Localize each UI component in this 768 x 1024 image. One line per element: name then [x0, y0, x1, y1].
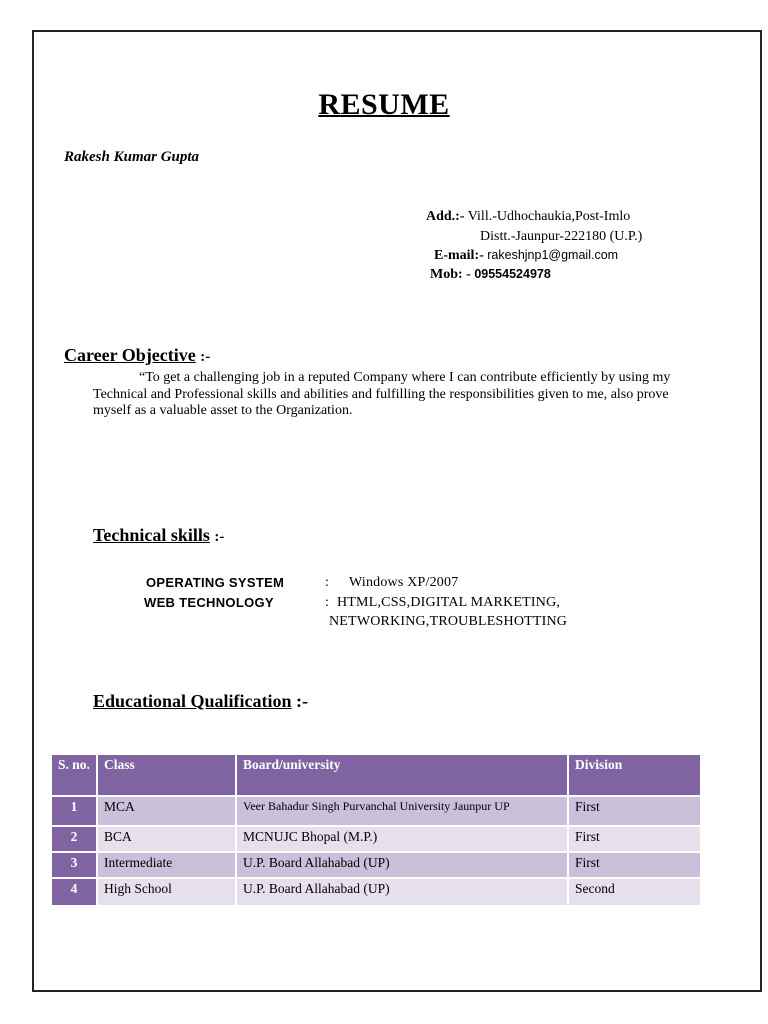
- col-header-division: Division: [569, 755, 702, 797]
- col-header-board: Board/university: [237, 755, 569, 797]
- table-row: [52, 827, 702, 853]
- cell-division: Second: [569, 879, 702, 907]
- cell-class: BCA: [98, 827, 237, 853]
- skill-name-os: OPERATING SYSTEM: [146, 575, 285, 590]
- address-label: Add.:-: [426, 209, 465, 224]
- cell-board: U.P. Board Allahabad (UP): [237, 853, 569, 879]
- table-header-row: [52, 755, 702, 797]
- address-line-2: Distt.-Jaunpur-222180 (U.P.): [480, 229, 643, 244]
- career-objective-heading: Career Objective :-: [64, 345, 211, 365]
- skill-sep-web: :: [325, 595, 330, 610]
- address-line-1: [426, 209, 630, 225]
- col-header-sno: S. no.: [52, 755, 98, 797]
- skill-sep-os: :: [325, 575, 330, 590]
- cell-board: U.P. Board Allahabad (UP): [237, 879, 569, 907]
- cell-sno: 2: [52, 827, 98, 853]
- cell-sno: 4: [52, 879, 98, 907]
- cell-sno: 3: [52, 853, 98, 879]
- mobile-line: [430, 267, 551, 283]
- cell-sno: 1: [52, 797, 98, 827]
- mobile-label: Mob: -: [430, 267, 471, 282]
- skill-name-web: WEB TECHNOLOGY: [144, 595, 274, 610]
- cell-class: MCA: [98, 797, 237, 827]
- cell-board: Veer Bahadur Singh Purvanchal University Jaunpur UP: [237, 797, 569, 827]
- email-line: [434, 248, 618, 264]
- technical-skills-heading: Technical skills :-: [93, 525, 225, 545]
- skill-value-web: HTML,CSS,DIGITAL MARKETING,: [337, 595, 561, 610]
- cell-division: First: [569, 853, 702, 879]
- cell-division: First: [569, 797, 702, 827]
- cell-class: Intermediate: [98, 853, 237, 879]
- cell-division: First: [569, 827, 702, 853]
- resume-title: RESUME: [318, 88, 450, 121]
- col-header-class: Class: [98, 755, 237, 797]
- email-label: E-mail:-: [434, 248, 484, 263]
- skill-value-os: Windows XP/2007: [349, 575, 459, 590]
- cell-class: High School: [98, 879, 237, 907]
- education-heading: Educational Qualification :-: [93, 691, 309, 711]
- candidate-name: Rakesh Kumar Gupta: [64, 149, 200, 165]
- email-value: rakeshjnp1@gmail.com: [487, 248, 619, 262]
- mobile-value: 09554524978: [474, 267, 551, 281]
- cell-board: MCNUJC Bhopal (M.P.): [237, 827, 569, 853]
- table-row: [52, 797, 702, 827]
- career-objective-text: “To get a challenging job in a reputed Company where I can contribute efficiently by using my Technical and Professional skills and abilities and fulfilling the responsibilities given to me, also prove myself as a valuable asset to the Organization.: [93, 370, 671, 418]
- table-row: [52, 853, 702, 879]
- education-table: [52, 755, 702, 907]
- table-row: [52, 879, 702, 907]
- skill-value-web-2: NETWORKING,TROUBLESHOTTING: [329, 614, 568, 629]
- address-value-1: Vill.-Udhochaukia,Post-Imlo: [467, 209, 631, 224]
